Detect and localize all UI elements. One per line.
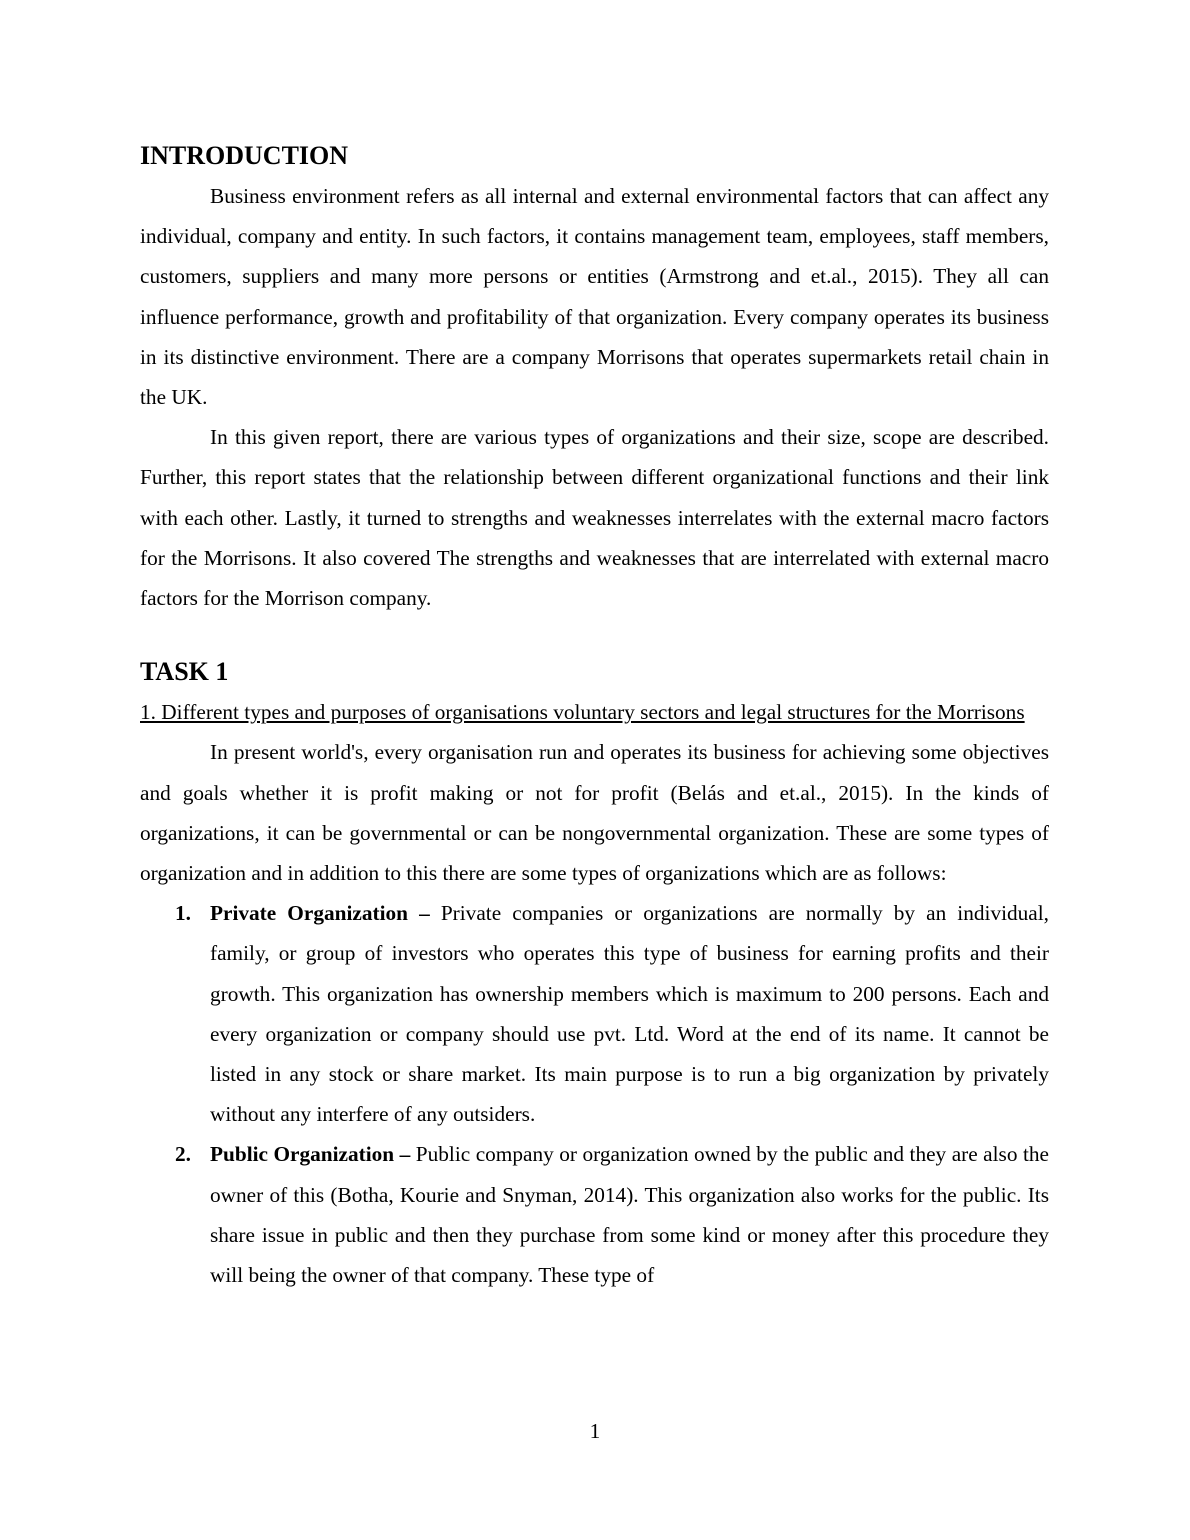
task1-heading: TASK 1	[140, 657, 229, 687]
task1-paragraph: In present world's, every organisation run and operates its business for achieving some objectives and goals whether it is profit making or not for profit (Belás and et.al., 2015). In the kinds of organizations, it can be governmental or can be nongovernmental organization. These are some types of organization and in addition to this there are some types of organizations which are as follows:	[140, 740, 1049, 886]
introduction-paragraph-2: In this given report, there are various types of organizations and their size, scope are described. Further, this report states that the relationship between different organizational functions and their link with each other. Lastly, it turned to strengths and weaknesses interrelates with the external macro factors for the Morrisons. It also covered The strengths and weaknesses that are interrelated with external macro factors for the Morrison company.	[140, 425, 1049, 611]
list-item-term: Public Organization –	[210, 1142, 411, 1167]
list-item-number: 2.	[175, 1142, 191, 1167]
introduction-paragraph-1: Business environment refers as all internal and external environmental factors that can affect any individual, company and entity. In such factors, it contains management team, employees, staff members, customers, suppliers and many more persons or entities (Armstrong and et.al., 2015). They all can influence performance, growth and profitability of that organization. Every company operates its business in its distinctive environment. There are a company Morrisons that operates supermarkets retail chain in the UK.	[140, 184, 1049, 410]
organization-types-list	[140, 893, 1049, 1295]
page-number: 1	[589, 1419, 601, 1443]
list-item-public-organization	[140, 1134, 1049, 1295]
list-item-number: 1.	[175, 901, 191, 926]
list-item-text: Public company or organization owned by the public and they are also the owner of this (Botha, Kourie and Snyman, 2014). This organization also works for the public. Its share issue in public and then they purchase from some kind or money after this procedure they will being the owner of that company. These type of	[210, 1142, 1049, 1288]
introduction-heading: INTRODUCTION	[140, 141, 349, 170]
list-item-private-organization	[140, 893, 1049, 1134]
list-item-text: Private companies or organizations are normally by an individual, family, or group of investors who operates this type of business for earning profits and their growth. This organization has ownership members which is maximum to 200 persons. Each and every organization or company should use pvt. Ltd. Word at the end of its name. It cannot be listed in any stock or share market. Its main purpose is to run a big organization by privately without any interfere of any outsiders.	[210, 901, 1049, 1127]
section-spacer	[140, 618, 1049, 656]
document-page	[140, 140, 1049, 1295]
task1-subheading: 1. Different types and purposes of organisations voluntary sectors and legal structures for the Morrisons	[140, 700, 1025, 725]
list-item-term: Private Organization –	[210, 901, 430, 926]
